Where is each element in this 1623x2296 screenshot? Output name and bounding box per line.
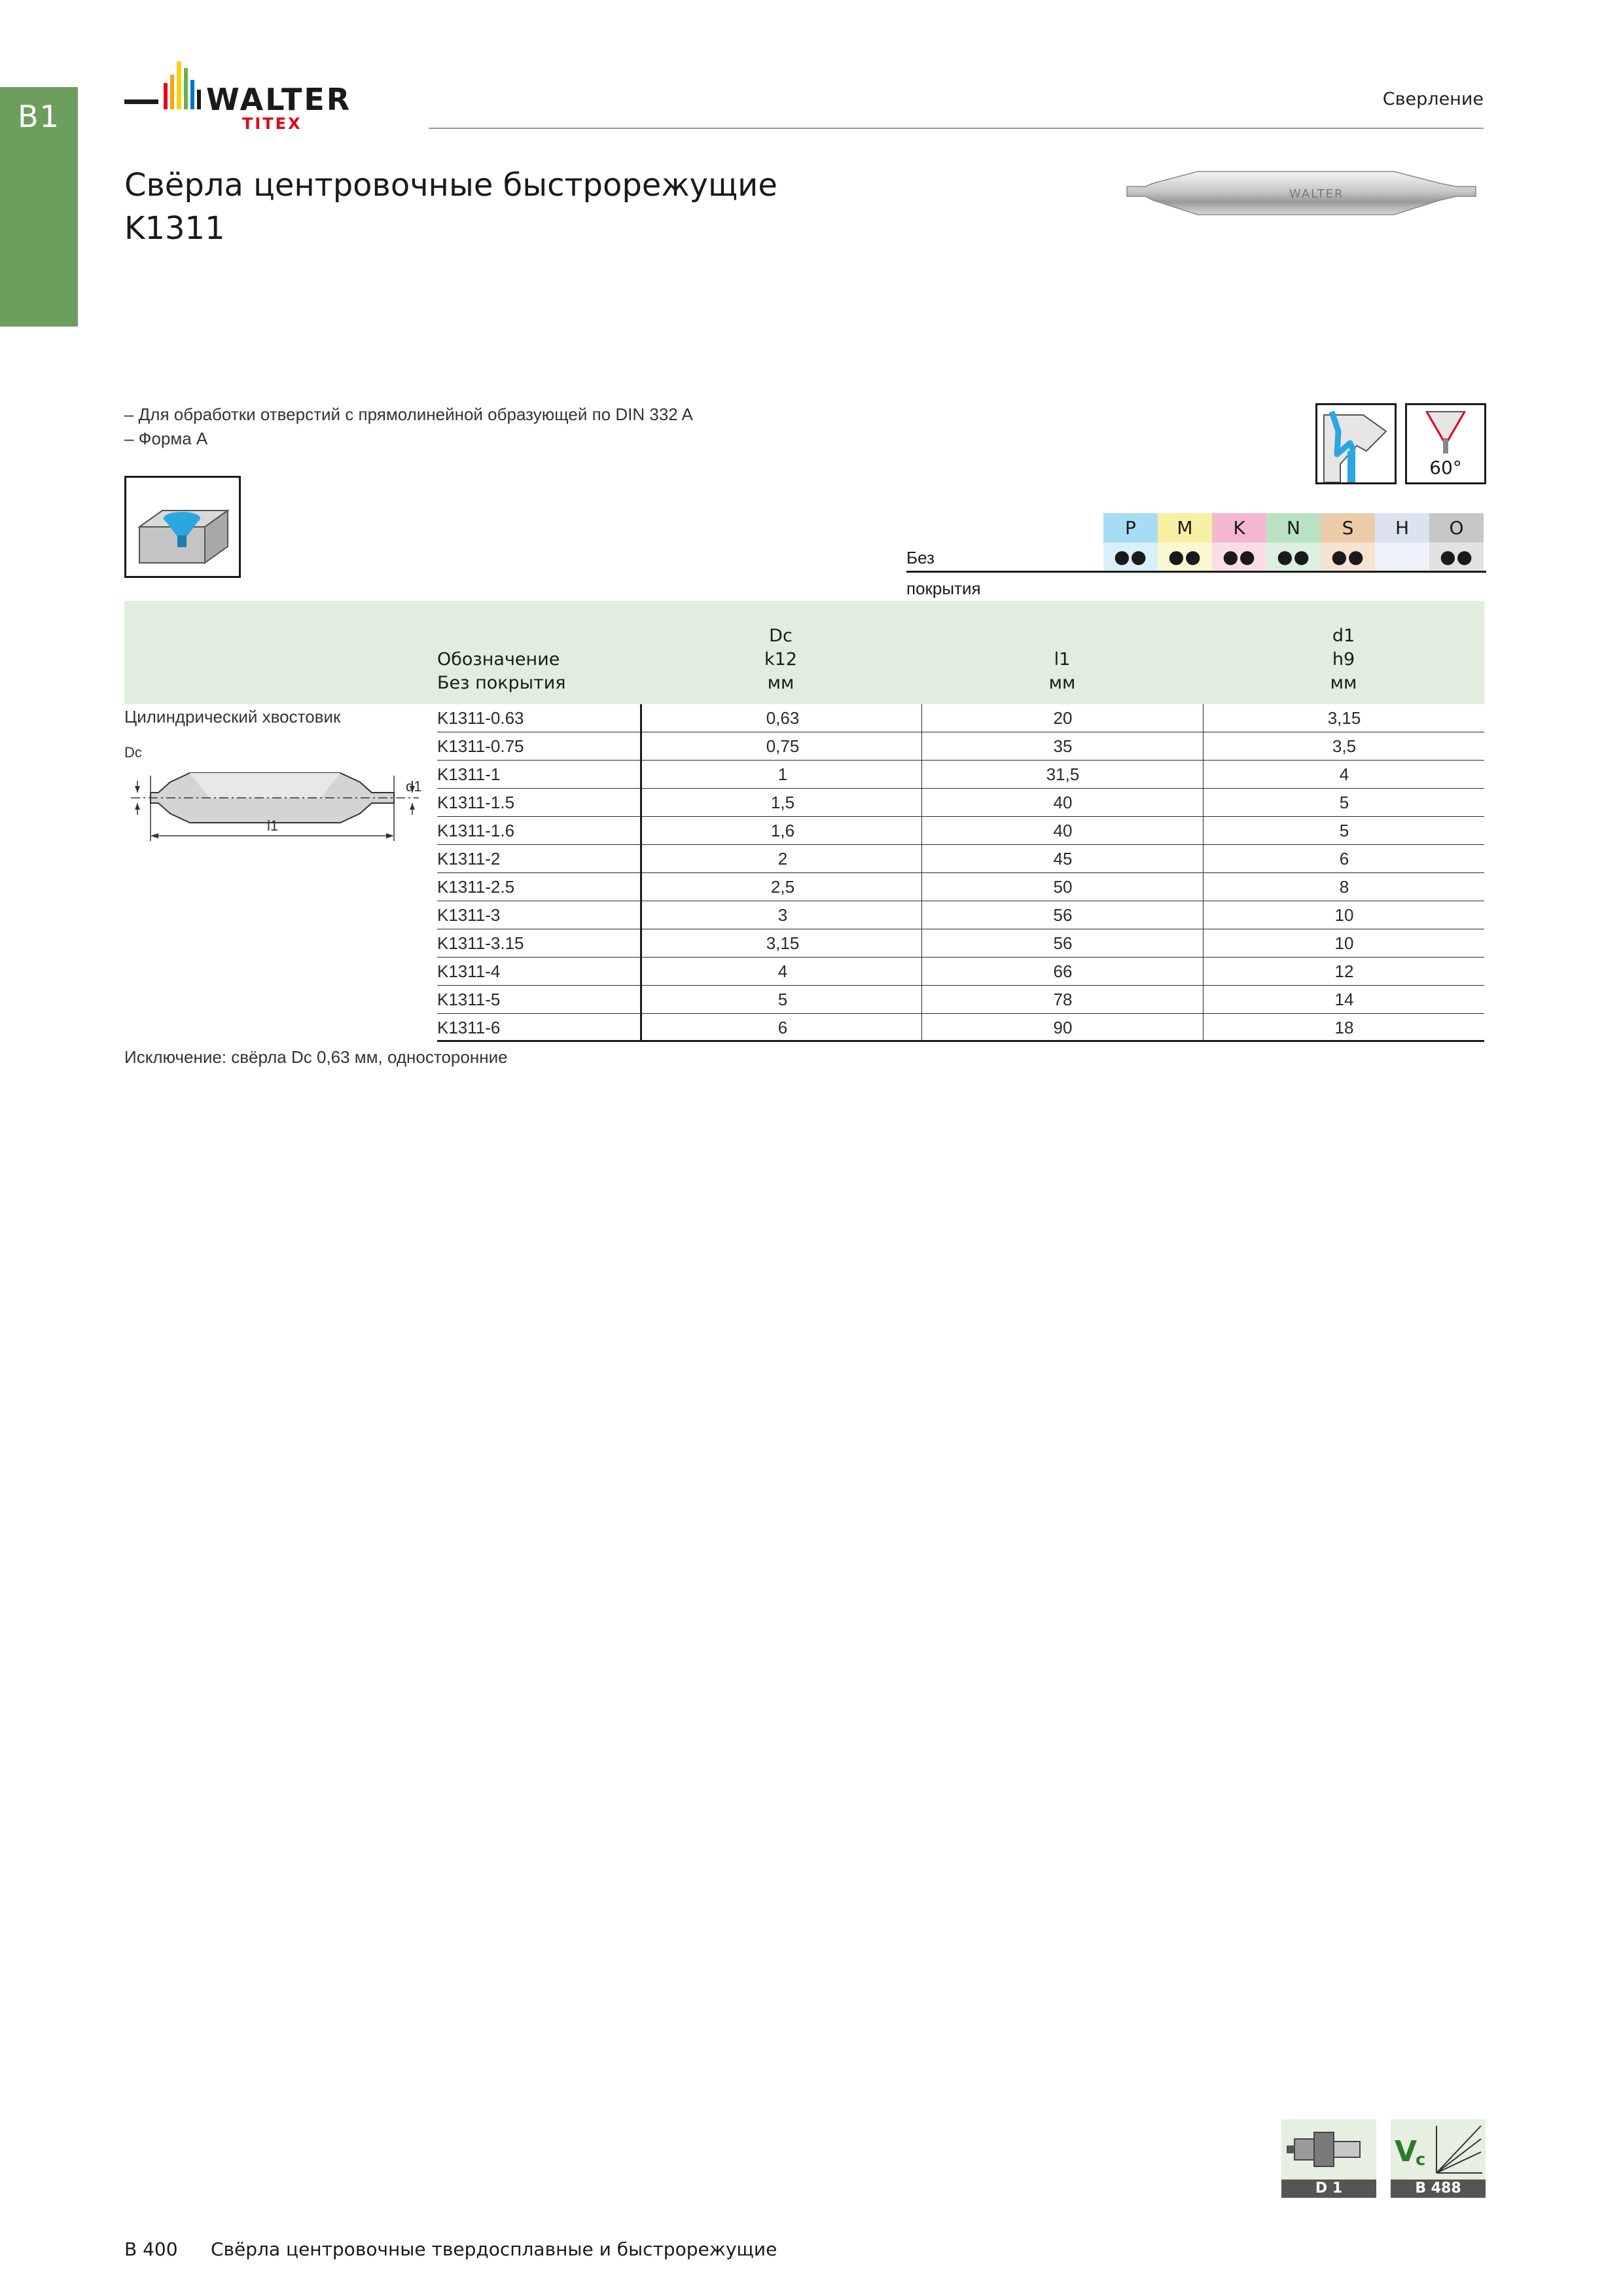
cell-l1: 66: [921, 958, 1204, 986]
walter-titex-logo: [124, 60, 399, 132]
cell-d1: 18: [1203, 1014, 1485, 1042]
feature-item: – Для обработки отверстий с прямолинейной образующей по DIN 332 A: [124, 404, 693, 424]
material-table-rule: [906, 571, 1486, 573]
material-n-header: N: [1266, 513, 1321, 543]
section-tab[interactable]: [0, 87, 78, 327]
table-row[interactable]: [437, 845, 1484, 873]
table-row[interactable]: [437, 929, 1484, 958]
point-angle-label: 60°: [1429, 457, 1462, 478]
material-k-header: K: [1212, 513, 1266, 543]
cell-l1: 35: [921, 732, 1204, 761]
svg-text:WALTER: WALTER: [1289, 187, 1344, 201]
section-label: Сверление: [1382, 89, 1484, 109]
cell-d1: 3,15: [1203, 704, 1485, 732]
cell-code: K1311-4: [437, 961, 501, 981]
material-o-header: O: [1429, 513, 1484, 543]
cell-d1: 5: [1203, 789, 1485, 817]
cell-l1: 20: [921, 704, 1204, 732]
material-s-rating: ●●: [1321, 543, 1375, 572]
point-angle-icon: [1405, 403, 1486, 484]
feature-item: – Форма A: [124, 429, 208, 448]
cell-l1: 78: [921, 986, 1204, 1014]
cell-code: K1311-6: [437, 1018, 501, 1037]
table-row[interactable]: [437, 986, 1484, 1014]
diagram-d1-label: d1: [406, 778, 422, 795]
cell-d1: 14: [1203, 986, 1485, 1014]
logo-walter-text: WALTER: [206, 82, 352, 117]
countersink-application-icon: [124, 476, 241, 578]
page-title: [124, 164, 777, 250]
header-designation-line1: Обозначение: [437, 649, 560, 670]
cell-d1: 4: [1203, 761, 1485, 789]
svg-text:V: V: [1395, 2135, 1418, 2168]
cell-d1: 12: [1203, 958, 1485, 986]
table-row[interactable]: [437, 761, 1484, 789]
table-row[interactable]: [437, 789, 1484, 817]
logo-titex-text: TITEX: [242, 115, 302, 132]
material-k-rating: ●●: [1212, 543, 1266, 572]
header-d1: [1203, 624, 1484, 695]
ref-toolholder-link[interactable]: [1281, 2119, 1376, 2198]
cell-d1: 10: [1203, 901, 1485, 929]
cell-code: K1311-1: [437, 764, 501, 784]
cell-l1: 90: [921, 1014, 1204, 1042]
section-tab-label: B1: [18, 99, 60, 134]
shank-type-label: Цилиндрический хвостовик: [124, 707, 341, 726]
cell-d1: 3,5: [1203, 732, 1485, 761]
cell-dc: 1,6: [640, 817, 923, 845]
material-p-rating: ●●: [1103, 543, 1158, 572]
header-dc-tolerance: k12: [764, 649, 797, 670]
feature-list: [124, 403, 693, 451]
cell-dc: 4: [640, 958, 923, 986]
ref-cutting-data-label: B 488: [1391, 2179, 1486, 2198]
header-dc-unit: мм: [767, 673, 794, 693]
ref-toolholder-label: D 1: [1281, 2179, 1376, 2198]
material-m-rating: ●●: [1158, 543, 1212, 572]
header-divider: [429, 128, 1484, 129]
cell-l1: 50: [921, 873, 1204, 901]
cell-code: K1311-1.5: [437, 793, 515, 812]
cell-l1: 56: [921, 901, 1204, 929]
ref-cutting-data-link[interactable]: [1391, 2119, 1486, 2198]
cell-code: K1311-3: [437, 905, 501, 925]
cell-code: K1311-5: [437, 990, 501, 1009]
header-dc-symbol: Dc: [769, 626, 793, 646]
cutting-speed-icon: [1391, 2119, 1486, 2179]
internal-coolant-icon: [1315, 403, 1397, 484]
svg-text:c: c: [1416, 2150, 1426, 2170]
diagram-l1-label: l1: [267, 817, 279, 834]
cell-l1: 56: [921, 929, 1204, 958]
header-designation: [437, 648, 566, 695]
table-row[interactable]: [437, 901, 1484, 929]
title-line-1: Свёрла центровочные быстрорежущие: [124, 167, 777, 204]
header-l1-unit: мм: [1048, 673, 1076, 693]
header-d1-tolerance: h9: [1332, 649, 1355, 670]
title-line-2: K1311: [124, 210, 225, 247]
material-h-header: H: [1375, 513, 1429, 543]
cell-dc: 2,5: [640, 873, 923, 901]
cell-d1: 10: [1203, 929, 1485, 958]
cell-dc: 2: [640, 845, 923, 873]
cell-dc: 3: [640, 901, 923, 929]
table-row[interactable]: [437, 873, 1484, 901]
diagram-dc-label: Dc: [124, 744, 142, 761]
cell-d1: 6: [1203, 845, 1485, 873]
cell-code: K1311-3.15: [437, 933, 524, 953]
material-h-rating: [1375, 543, 1429, 572]
material-n-rating: ●●: [1266, 543, 1321, 572]
cell-l1: 31,5: [921, 761, 1204, 789]
cell-code: K1311-0.63: [437, 708, 524, 728]
table-row[interactable]: [437, 704, 1484, 732]
cell-dc: 0,75: [640, 732, 923, 761]
cell-code: K1311-1.6: [437, 821, 515, 840]
cell-code: K1311-0.75: [437, 736, 524, 756]
cell-code: K1311-2: [437, 849, 501, 869]
header-dc: [640, 624, 921, 695]
footer-title: Свёрла центровочные твердосплавные и быстрорежущие: [211, 2238, 777, 2260]
material-s-header: S: [1321, 513, 1375, 543]
header-l1-symbol: l1: [1054, 649, 1071, 670]
cell-l1: 40: [921, 817, 1204, 845]
cell-dc: 6: [640, 1014, 923, 1042]
header-l1: [921, 648, 1203, 695]
cell-d1: 5: [1203, 817, 1485, 845]
table-row[interactable]: [437, 732, 1484, 761]
cell-dc: 3,15: [640, 929, 923, 958]
cell-code: K1311-2.5: [437, 877, 515, 897]
cell-dc: 1: [640, 761, 923, 789]
center-drill-photo: [1119, 157, 1486, 229]
material-m-header: M: [1158, 513, 1212, 543]
cell-dc: 1,5: [640, 789, 923, 817]
cell-l1: 40: [921, 789, 1204, 817]
material-p-header: P: [1103, 513, 1158, 543]
exception-note: Исключение: свёрла Dc 0,63 мм, односторонние: [124, 1047, 508, 1067]
coating-label: Без покрытия: [906, 548, 981, 598]
header-d1-unit: мм: [1330, 673, 1357, 693]
cell-dc: 5: [640, 986, 923, 1014]
table-row[interactable]: [437, 958, 1484, 986]
drill-dimension-diagram: [124, 743, 425, 854]
header-designation-line2: Без покрытия: [437, 673, 566, 693]
cell-l1: 45: [921, 845, 1204, 873]
table-row[interactable]: [437, 1014, 1484, 1042]
cell-d1: 8: [1203, 873, 1485, 901]
header-d1-symbol: d1: [1332, 626, 1355, 646]
page-number: B 400: [124, 2238, 178, 2260]
cell-dc: 0,63: [640, 704, 923, 732]
table-row[interactable]: [437, 817, 1484, 845]
material-o-rating: ●●: [1429, 543, 1484, 572]
toolholder-icon: [1281, 2119, 1376, 2179]
